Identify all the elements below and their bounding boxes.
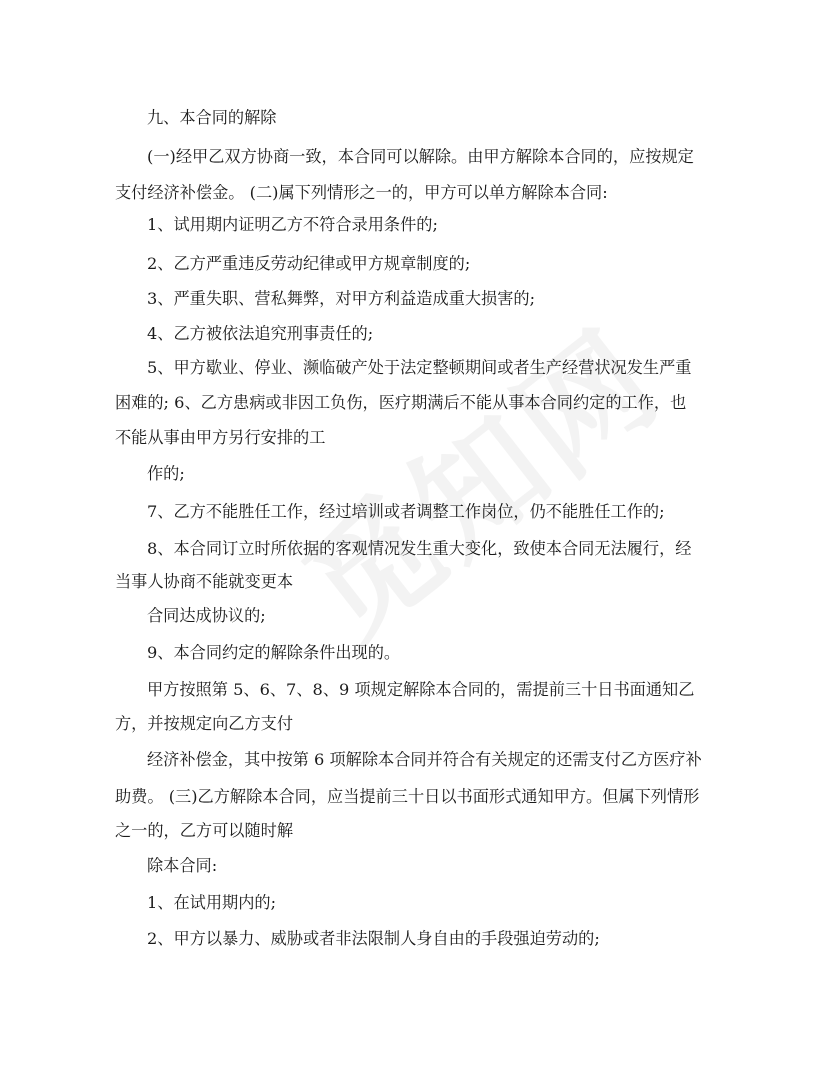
paragraph-line: 作的; — [147, 464, 185, 483]
paragraph-line: 困难的; 6、乙方患病或非因工负伤，医疗期满后不能从事本合同约定的工作，也 — [115, 393, 687, 412]
list-item: 5、甲方歇业、停业、濒临破产处于法定整顿期间或者生产经营状况发生严重 — [147, 358, 692, 377]
list-item: 7、乙方不能胜任工作，经过培训或者调整工作岗位，仍不能胜任工作的; — [147, 502, 665, 521]
list-item: 3、严重失职、营私舞弊，对甲方利益造成重大损害的; — [147, 289, 536, 308]
section-heading: 九、本合同的解除 — [147, 108, 277, 127]
paragraph-line: 不能从事由甲方另行安排的工 — [115, 428, 326, 447]
list-item: 8、本合同订立时所依据的客观情况发生重大变化，致使本合同无法履行，经 — [147, 539, 692, 558]
paragraph-line: 支付经济补偿金。 (二)属下列情形之一的，甲方可以单方解除本合同: — [115, 183, 608, 202]
paragraph-line: 经济补偿金，其中按第 6 项解除本合同并符合有关规定的还需支付乙方医疗补 — [147, 750, 702, 769]
list-item: 2、乙方严重违反劳动纪律或甲方规章制度的; — [147, 254, 471, 273]
paragraph-line: (一)经甲乙双方协商一致，本合同可以解除。由甲方解除本合同的，应按规定 — [147, 147, 694, 166]
paragraph-line: 方，并按规定向乙方支付 — [115, 714, 294, 733]
list-item: 2、甲方以暴力、威胁或者非法限制人身自由的手段强迫劳动的; — [147, 929, 600, 948]
paragraph-line: 之一的，乙方可以随时解 — [115, 821, 294, 840]
paragraph-line: 助费。 (三)乙方解除本合同，应当提前三十日以书面形式通知甲方。但属下列情形 — [115, 787, 700, 806]
paragraph-line: 当事人协商不能就变更本 — [115, 572, 294, 591]
paragraph-line: 甲方按照第 5、6、7、8、9 项规定解除本合同的，需提前三十日书面通知乙 — [147, 680, 695, 699]
paragraph-line: 合同达成协议的; — [147, 606, 266, 625]
list-item: 1、在试用期内的; — [147, 893, 277, 912]
list-item: 1、试用期内证明乙方不符合录用条件的; — [147, 215, 438, 234]
list-item: 9、本合同约定的解除条件出现的。 — [147, 643, 401, 662]
paragraph-line: 除本合同: — [147, 856, 218, 875]
list-item: 4、乙方被依法追究刑事责任的; — [147, 324, 374, 343]
